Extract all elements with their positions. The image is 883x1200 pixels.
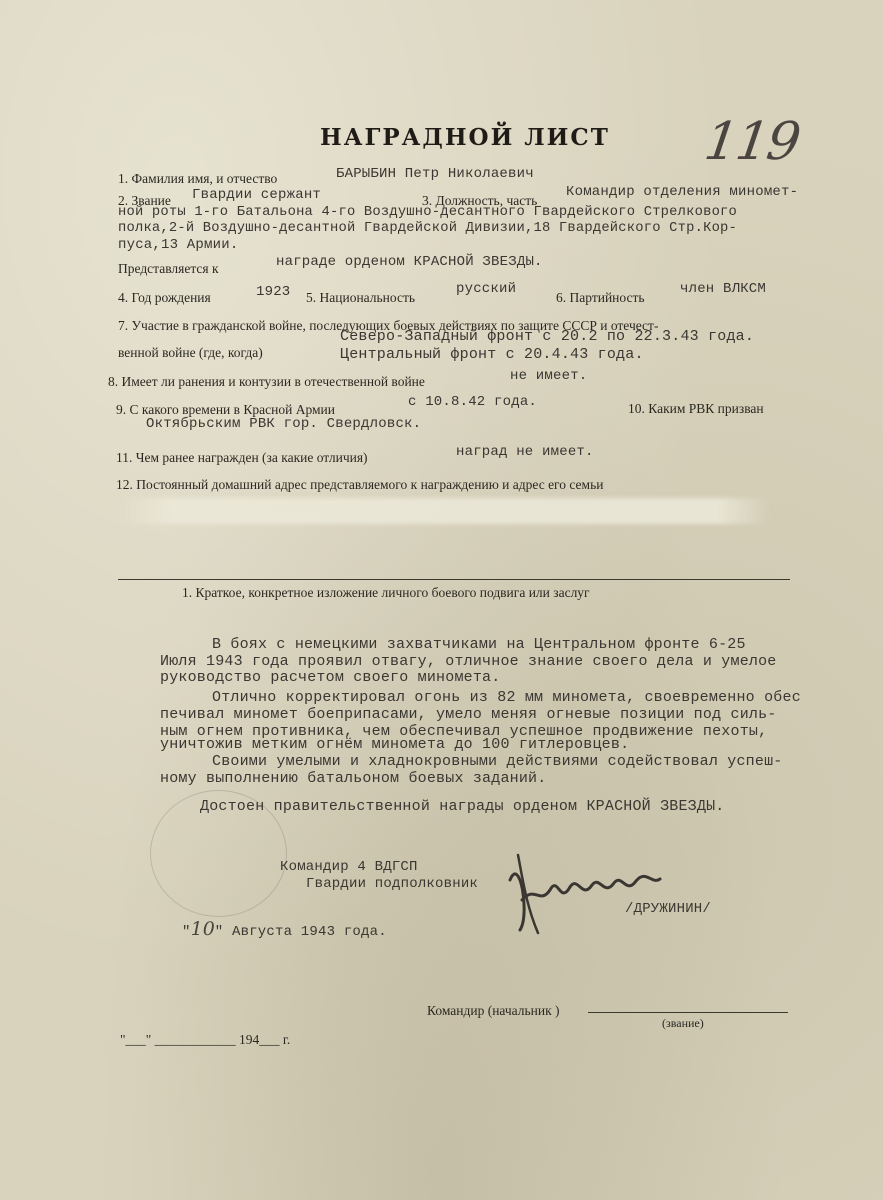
narrative-line-1: В боях с немецкими захватчиками на Центральном фронте 6-25 xyxy=(212,636,746,653)
field-7-label-line-1: 7. Участие в гражданской войне, последующих боевых действиях по защите СССР и отечест- xyxy=(118,318,659,333)
field-12-label: 12. Постоянный домашний адрес представляемого к награждению и адрес его семьи xyxy=(116,477,604,492)
field-2-value: Гвардии сержант xyxy=(192,187,322,203)
signer-rank: Гвардии подполковник xyxy=(306,876,479,892)
commander-label: Командир (начальник ) xyxy=(427,1003,560,1018)
narrative-line-5: печивал миномет боеприпасами, умело меняя огневые позиции под силь- xyxy=(160,706,777,723)
field-4-label: 4. Год рождения xyxy=(118,290,211,305)
field-6-value: член ВЛКСМ xyxy=(680,281,767,297)
rank-label: (звание) xyxy=(662,1016,704,1030)
presented-value: награде орденом КРАСНОЙ ЗВЕЗДЫ. xyxy=(276,254,543,270)
field-3-value-line-4: пуса,13 Армии. xyxy=(118,237,239,253)
narrative-line-4: Отлично корректировал огонь из 82 мм миномета, своевременно обес xyxy=(212,689,801,706)
narrative-line-6: ным огнем противника, чем обеспечивал успешное продвижение пехоты, xyxy=(160,723,768,740)
narrative-line-8: Своими умелыми и хладнокровными действиями содействовал успеш- xyxy=(212,753,783,770)
narrative-line-2: Июля 1943 года проявил отвагу, отличное знание своего дела и умелое xyxy=(160,653,777,670)
field-3-value-line-3: полка,2-й Воздушно-десантной Гвардейской Дивизии,18 Гвардейского Стр.Кор- xyxy=(118,221,738,236)
section-heading: 1. Краткое, конкретное изложение личного боевого подвига или заслуг xyxy=(182,585,590,600)
commander-line xyxy=(588,1012,788,1013)
field-1-label: 1. Фамилия имя, и отчество xyxy=(118,171,278,186)
handwritten-number: 119 xyxy=(700,112,803,172)
narrative-line-3: руководство расчетом своего миномета. xyxy=(160,669,501,686)
field-3-value-line-2: ной роты 1-го Батальона 4-го Воздушно-десантного Гвардейского Стрелкового xyxy=(118,205,738,220)
field-3-label: 3. Должность, часть xyxy=(422,193,538,208)
document-title: НАГРАДНОЙ ЛИСТ xyxy=(320,124,610,151)
date-line: "___" ____________ 194___ г. xyxy=(120,1032,291,1047)
presented-label: Представляется к xyxy=(118,261,219,276)
redacted-address xyxy=(120,498,770,524)
section-divider xyxy=(118,579,790,580)
field-9-label: 9. С какого времени в Красной Армии xyxy=(116,402,335,417)
field-7-value-line-1: Северо-Западный фронт с 20.2 по 22.3.43 года. xyxy=(340,328,755,345)
field-11-label: 11. Чем ранее награжден (за какие отличия) xyxy=(116,450,368,465)
field-10-value: Октябрьским РВК гор. Свердловск. xyxy=(146,416,422,432)
date-day: 10 xyxy=(190,918,215,940)
narrative-line-7: уничтожив метким огнём миномета до 100 гитлеровцев. xyxy=(160,736,630,753)
date-quote-open: " xyxy=(182,924,191,940)
field-7-value-line-2: Центральный фронт с 20.4.43 года. xyxy=(340,346,644,363)
stamp-circle xyxy=(150,790,287,917)
narrative-line-9: ному выполнению батальоном боевых заданий. xyxy=(160,770,547,787)
signer-position: Командир 4 ВДГСП xyxy=(280,859,418,875)
field-11-value: наград не имеет. xyxy=(456,444,594,460)
field-5-value: русский xyxy=(456,281,517,297)
field-6-label: 6. Партийность xyxy=(556,290,645,305)
field-8-value: не имеет. xyxy=(510,368,588,384)
field-10-label: 10. Каким РВК призван xyxy=(628,401,764,416)
date-rest: " Августа 1943 года. xyxy=(214,924,387,940)
field-2-label: 2. Звание xyxy=(118,193,171,208)
field-9-value: с 10.8.42 года. xyxy=(408,394,538,410)
field-7-label-line-2: венной войне (где, когда) xyxy=(118,345,263,360)
signer-name: /ДРУЖИНИН/ xyxy=(625,901,712,917)
narrative-line-10: Достоен правительственной награды орденом КРАСНОЙ ЗВЕЗДЫ. xyxy=(200,798,725,815)
field-4-value: 1923 xyxy=(256,284,291,300)
field-3-value-line-1: Командир отделения миномет- xyxy=(566,184,799,200)
award-date xyxy=(182,918,387,940)
field-1-value: БАРЫБИН Петр Николаевич xyxy=(336,166,534,182)
field-8-label: 8. Имеет ли ранения и контузии в отечественной войне xyxy=(108,374,425,389)
field-5-label: 5. Национальность xyxy=(306,290,416,305)
handwritten-signature xyxy=(500,845,670,940)
